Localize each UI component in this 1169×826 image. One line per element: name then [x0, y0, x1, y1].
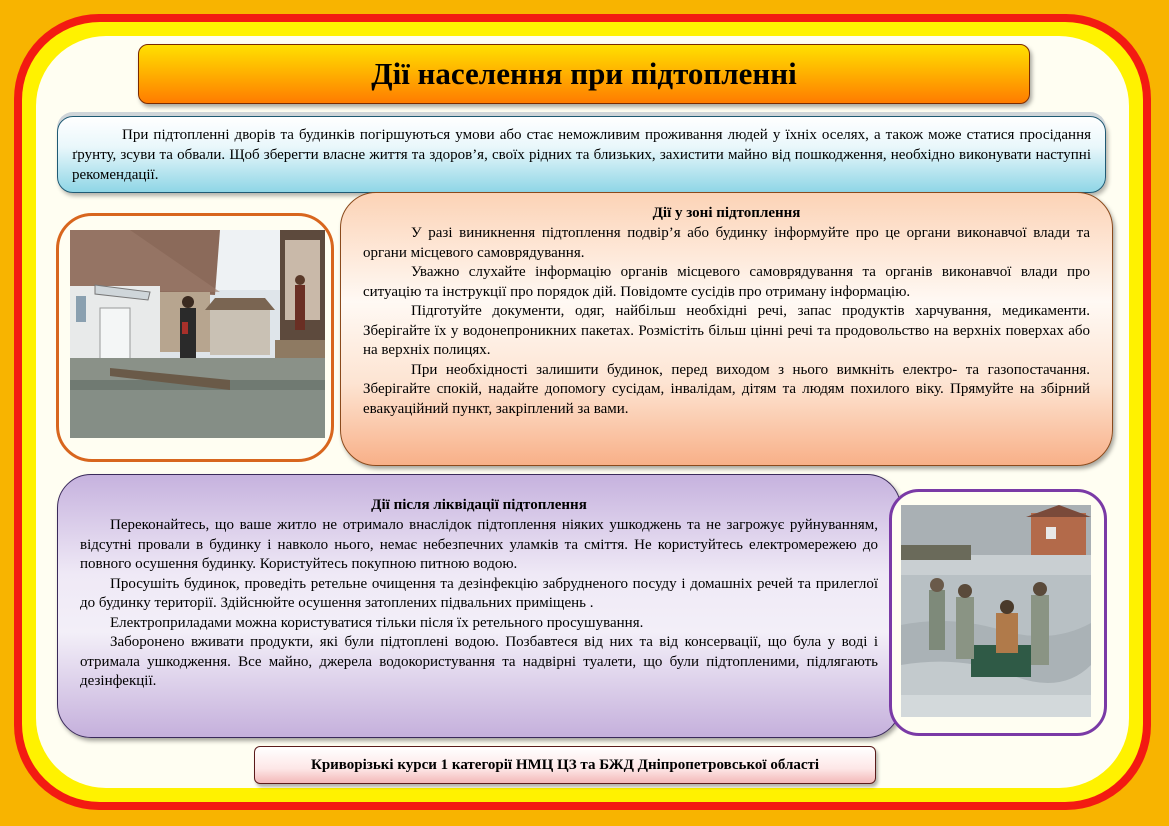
flood-zone-paragraph: Уважно слухайте інформацію органів місцевого самоврядування та органів виконавчої влади про ситуацію та інструкції про порядок дій. Повідомте сусідів про отриману інформацію.	[363, 264, 1090, 300]
flooded-house-illustration	[70, 230, 325, 438]
intro-box	[57, 116, 1106, 193]
footer-banner	[254, 746, 876, 784]
flood-zone-paragraph: При необхідності залишити будинок, перед виходом з нього вимкніть електро- та газопостачання. Зберігайте спокій, надайте допомогу сусідам, інвалідам, дітям та людям похилого віку. Прямуйте на збірний евакуаційний пункт, закріплений за вами.	[363, 361, 1090, 417]
flood-zone-paragraph: Підготуйте документи, одяг, найбільш необхідні речі, запас продуктів харчування, медикаменти. Зберігайте їх у водонепроникних пакетах. Розмістіть більш цінні речі та продовольство на верхніх поверхах або на верхніх полицях.	[363, 303, 1090, 358]
after-flood-paragraph: Просушіть будинок, проведіть ретельне очищення та дезінфекцію забрудненого посуду і домашніх речей та прилеглої до будинку території. Здійснюйте осушення затоплених підвальних приміщень .	[80, 575, 878, 611]
flood-zone-actions-box	[340, 192, 1113, 466]
flood-zone-paragraph: У разі виникнення підтоплення подвір’я або будинку інформуйте про це органи виконавчої влади та органи місцевого самоврядування.	[363, 225, 1090, 261]
after-flood-paragraph: Переконайтесь, що ваше житло не отримало внаслідок підтоплення ніяких ушкоджень та не загрожує руйнуванням, відсутні провали в будинку і навколо нього, немає небезпечних уламків та сміття. Не користуйтесь електромережею до повного осушення будинку. Користуйтесь покупною питною водою.	[80, 517, 878, 572]
flood-yard-photo	[70, 230, 325, 438]
intro-text: При підтопленні дворів та будинків погіршуються умови або стає неможливим проживання людей у їхніх оселях, а також може статися просідання ґрунту, зсуви та обвали. Щоб зберегти власне життя та здоров’я, своїх рідних та близьких, захистити майно від пошкодження, необхідно виконувати наступні рекомендації.	[72, 127, 1091, 183]
after-flood-paragraph: Електроприладами можна користуватися тільки після їх ретельного просушування.	[110, 614, 644, 631]
title-banner	[138, 44, 1030, 104]
footer-text: Криворізькі курси 1 категорії НМЦ ЦЗ та БЖД Дніпропетровської області	[310, 756, 820, 773]
after-flood-heading: Дії після ліквідації підтоплення	[371, 497, 587, 513]
page-title: Дії населення при підтопленні	[371, 56, 797, 91]
after-flood-actions-box	[57, 474, 901, 738]
rescue-photo	[901, 505, 1091, 717]
rescue-boat-illustration	[901, 505, 1091, 717]
after-flood-paragraph: Заборонено вживати продукти, які були підтоплені водою. Позбавтеся від них та від консервації, що була у воді і отримала ушкодження. Все майно, джерела водокористування та надвірні туалети, що були підтопленими, підлягають дезінфекції.	[80, 634, 878, 689]
flood-zone-heading: Дії у зоні підтоплення	[652, 205, 801, 221]
